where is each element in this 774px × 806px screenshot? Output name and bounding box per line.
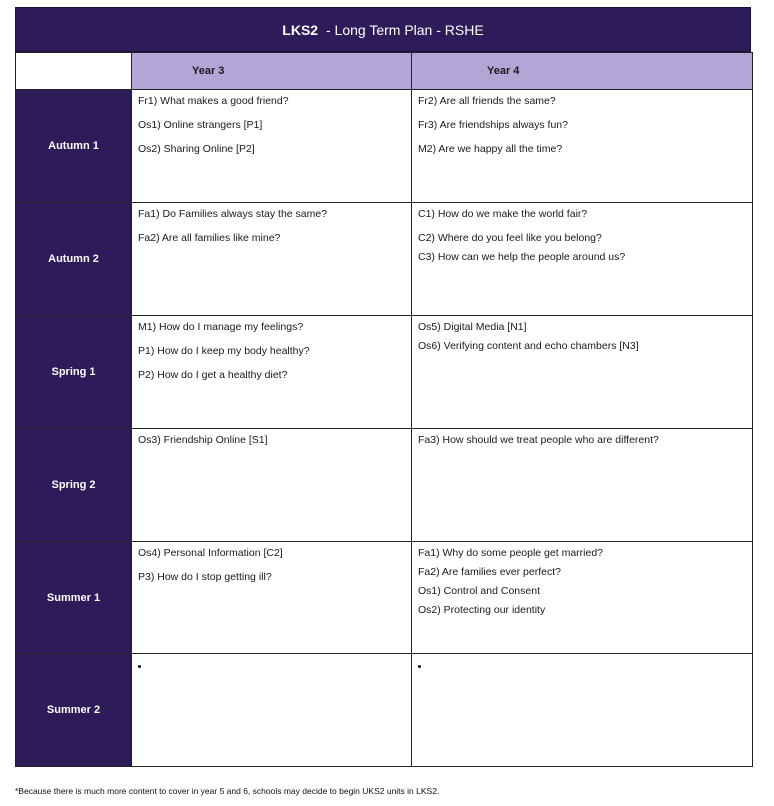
bullet-icon — [138, 665, 141, 668]
unit-item: P1) How do I keep my body healthy? — [138, 345, 310, 357]
unit-item: Os4) Personal Information [C2] — [138, 547, 283, 559]
unit-item: Os5) Digital Media [N1] — [418, 321, 527, 333]
year4-cell — [412, 316, 753, 429]
year4-cell — [412, 654, 753, 767]
title-bold: LKS2 — [282, 21, 319, 38]
term-label: Spring 2 — [16, 429, 132, 542]
page-title — [15, 7, 751, 52]
table-row — [16, 429, 753, 542]
year3-cell — [132, 542, 412, 654]
unit-item: Os1) Online strangers [P1] — [138, 119, 263, 131]
table-row — [16, 654, 753, 767]
year3-cell — [132, 90, 412, 203]
unit-item: Os2) Sharing Online [P2] — [138, 143, 255, 155]
unit-item: Os1) Control and Consent — [418, 585, 540, 597]
unit-item: Fa3) How should we treat people who are different? — [418, 434, 659, 446]
unit-item: Fa1) Why do some people get married? — [418, 547, 604, 559]
unit-item: M2) Are we happy all the time? — [418, 143, 563, 155]
unit-item: Fa2) Are families ever perfect? — [418, 566, 561, 578]
table-row — [16, 316, 753, 429]
term-label: Autumn 1 — [16, 90, 132, 203]
term-label: Summer 1 — [16, 542, 132, 654]
unit-item: Fr3) Are friendships always fun? — [418, 119, 568, 131]
long-term-plan-table — [15, 52, 753, 767]
year4-cell — [412, 429, 753, 542]
table-row — [16, 203, 753, 316]
unit-item: Os2) Protecting our identity — [418, 604, 546, 616]
unit-item: Fr1) What makes a good friend? — [138, 95, 289, 107]
unit-item: Fa2) Are all families like mine? — [138, 232, 281, 244]
unit-item: C1) How do we make the world fair? — [418, 208, 588, 220]
unit-item: Fa1) Do Families always stay the same? — [138, 208, 328, 220]
unit-item: P2) How do I get a healthy diet? — [138, 369, 288, 381]
term-label: Summer 2 — [16, 654, 132, 767]
title-rest: - Long Term Plan - RSHE — [322, 21, 484, 38]
year3-cell — [132, 654, 412, 767]
bullet-icon — [418, 665, 421, 668]
footnote: *Because there is much more content to cover in year 5 and 6, schools may decide to begin UKS2 units in LKS2. — [15, 786, 440, 796]
unit-item: P3) How do I stop getting ill? — [138, 571, 272, 583]
year4-cell — [412, 542, 753, 654]
unit-item: Os6) Verifying content and echo chambers [N3] — [418, 340, 639, 352]
table-row — [16, 90, 753, 203]
unit-item: C2) Where do you feel like you belong? — [418, 232, 602, 244]
corner-cell — [16, 53, 132, 90]
unit-item: C3) How can we help the people around us? — [418, 251, 626, 263]
year4-cell — [412, 90, 753, 203]
unit-item: M1) How do I manage my feelings? — [138, 321, 304, 333]
year3-cell — [132, 316, 412, 429]
column-header-year3: Year 3 — [132, 53, 412, 90]
term-label: Spring 1 — [16, 316, 132, 429]
year3-cell — [132, 429, 412, 542]
column-header-year4: Year 4 — [412, 53, 753, 90]
term-label: Autumn 2 — [16, 203, 132, 316]
table-row — [16, 542, 753, 654]
unit-item: Os3) Friendship Online [S1] — [138, 434, 268, 446]
header-row — [16, 53, 753, 90]
year4-cell — [412, 203, 753, 316]
unit-item: Fr2) Are all friends the same? — [418, 95, 556, 107]
year3-cell — [132, 203, 412, 316]
